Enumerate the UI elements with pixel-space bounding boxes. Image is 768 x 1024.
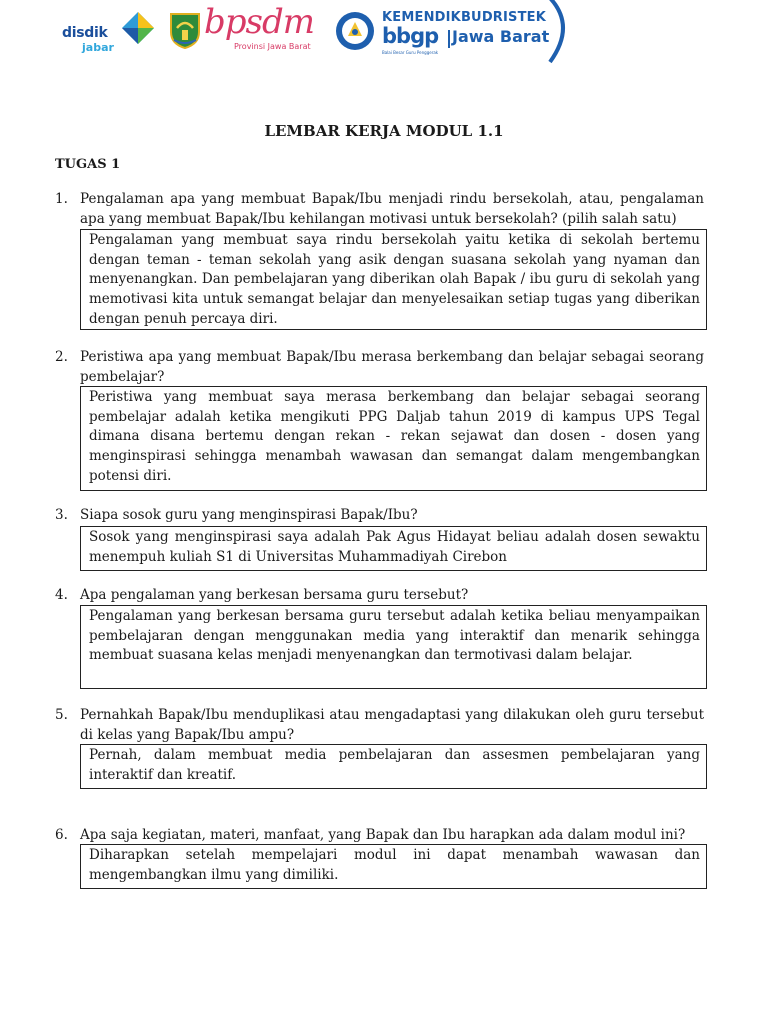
bbgp-region-text: Jawa Barat <box>452 27 550 46</box>
question-number: 5. <box>55 707 68 723</box>
question-5 <box>55 705 704 745</box>
bbgp-arc-icon <box>542 0 578 66</box>
question-text: Apa pengalaman yang berkesan bersama guru tersebut? <box>80 587 469 603</box>
question-3 <box>55 505 704 525</box>
kemendikbudristek-text: KEMENDIKBUDRISTEK <box>382 10 547 25</box>
disdik-emblem-icon <box>118 8 158 48</box>
answer-box-4: Pengalaman yang berkesan bersama guru tersebut adalah ketika beliau menyampaikan pembelajaran dengan menggunakan media yang interaktif dan menarik sehingga membuat suasana kelas menjadi menyenangkan dan termotivasi dalam belajar. <box>80 605 707 689</box>
bpsdm-logo <box>168 2 320 54</box>
question-number: 1. <box>55 191 68 207</box>
answer-box-3: Sosok yang menginspirasi saya adalah Pak Agus Hidayat beliau adalah dosen sewaktu menempuh kuliah S1 di Universitas Muhammadiyah Cirebon <box>80 526 707 571</box>
worksheet-title: LEMBAR KERJA MODUL 1.1 <box>264 122 504 140</box>
question-6 <box>55 825 704 845</box>
bpsdm-logo-text: bpsdm <box>204 2 314 42</box>
disdik-logo-region: jabar <box>82 41 114 54</box>
bbgp-tagline-text: Balai Besar Guru Penggerak <box>382 50 439 55</box>
question-number: 4. <box>55 587 68 603</box>
answer-box-5: Pernah, dalam membuat media pembelajaran dan assesmen pembelajaran yang interaktif dan kreatif. <box>80 744 707 789</box>
question-text: Siapa sosok guru yang menginspirasi Bapak/Ibu? <box>80 507 418 523</box>
logo-divider <box>448 30 450 48</box>
question-4 <box>55 585 704 605</box>
question-2 <box>55 347 704 387</box>
task-heading: TUGAS 1 <box>55 157 121 172</box>
disdik-logo-text: disdik <box>62 25 108 41</box>
question-number: 6. <box>55 827 68 843</box>
jawa-barat-crest-icon <box>168 10 202 50</box>
kemendikbudristek-bbgp-logo <box>334 0 574 62</box>
bbgp-text: bbgp <box>382 24 439 48</box>
answer-box-2: Peristiwa yang membuat saya merasa berkembang dan belajar sebagai seorang pembelajar adalah ketika mengikuti PPG Daljab tahun 2019 di kampus UPS Tegal dimana disana bertemu dengan rekan - rekan sejawat dan dosen - dosen yang menginspirasi sehingga menambah wawasan dan semangat dalam mengembangkan potensi diri. <box>80 386 707 491</box>
bpsdm-logo-caption: Provinsi Jawa Barat <box>234 42 311 51</box>
question-text: Peristiwa apa yang membuat Bapak/Ibu merasa berkembang dan belajar sebagai seorang pembelajar? <box>80 349 704 385</box>
question-text: Pengalaman apa yang membuat Bapak/Ibu menjadi rindu bersekolah, atau, pengalaman apa yang membuat Bapak/Ibu kehilangan motivasi untuk bersekolah? (pilih salah satu) <box>80 191 704 227</box>
question-number: 2. <box>55 349 68 365</box>
question-1 <box>55 189 704 229</box>
answer-box-6: Diharapkan setelah mempelajari modul ini dapat menambah wawasan dan mengembangkan ilmu yang dimiliki. <box>80 844 707 889</box>
tut-wuri-handayani-emblem-icon <box>334 10 376 52</box>
disdik-jabar-logo <box>58 8 158 54</box>
question-text: Pernahkah Bapak/Ibu menduplikasi atau mengadaptasi yang dilakukan oleh guru tersebut di kelas yang Bapak/Ibu ampu? <box>80 707 704 743</box>
question-text: Apa saja kegiatan, materi, manfaat, yang Bapak dan Ibu harapkan ada dalam modul ini? <box>80 827 686 843</box>
answer-box-1: Pengalaman yang membuat saya rindu bersekolah yaitu ketika di sekolah bertemu dengan teman - teman sekolah yang asik dengan suasana sekolah yang nyaman dan menyenangkan. Dan pembelajaran yang diberikan olah Bapak / ibu guru di sekolah yang memotivasi kita untuk semangat belajar dan menyelesaikan setiap tugas yang diberikan dengan penuh percaya diri. <box>80 229 707 330</box>
question-number: 3. <box>55 507 68 523</box>
